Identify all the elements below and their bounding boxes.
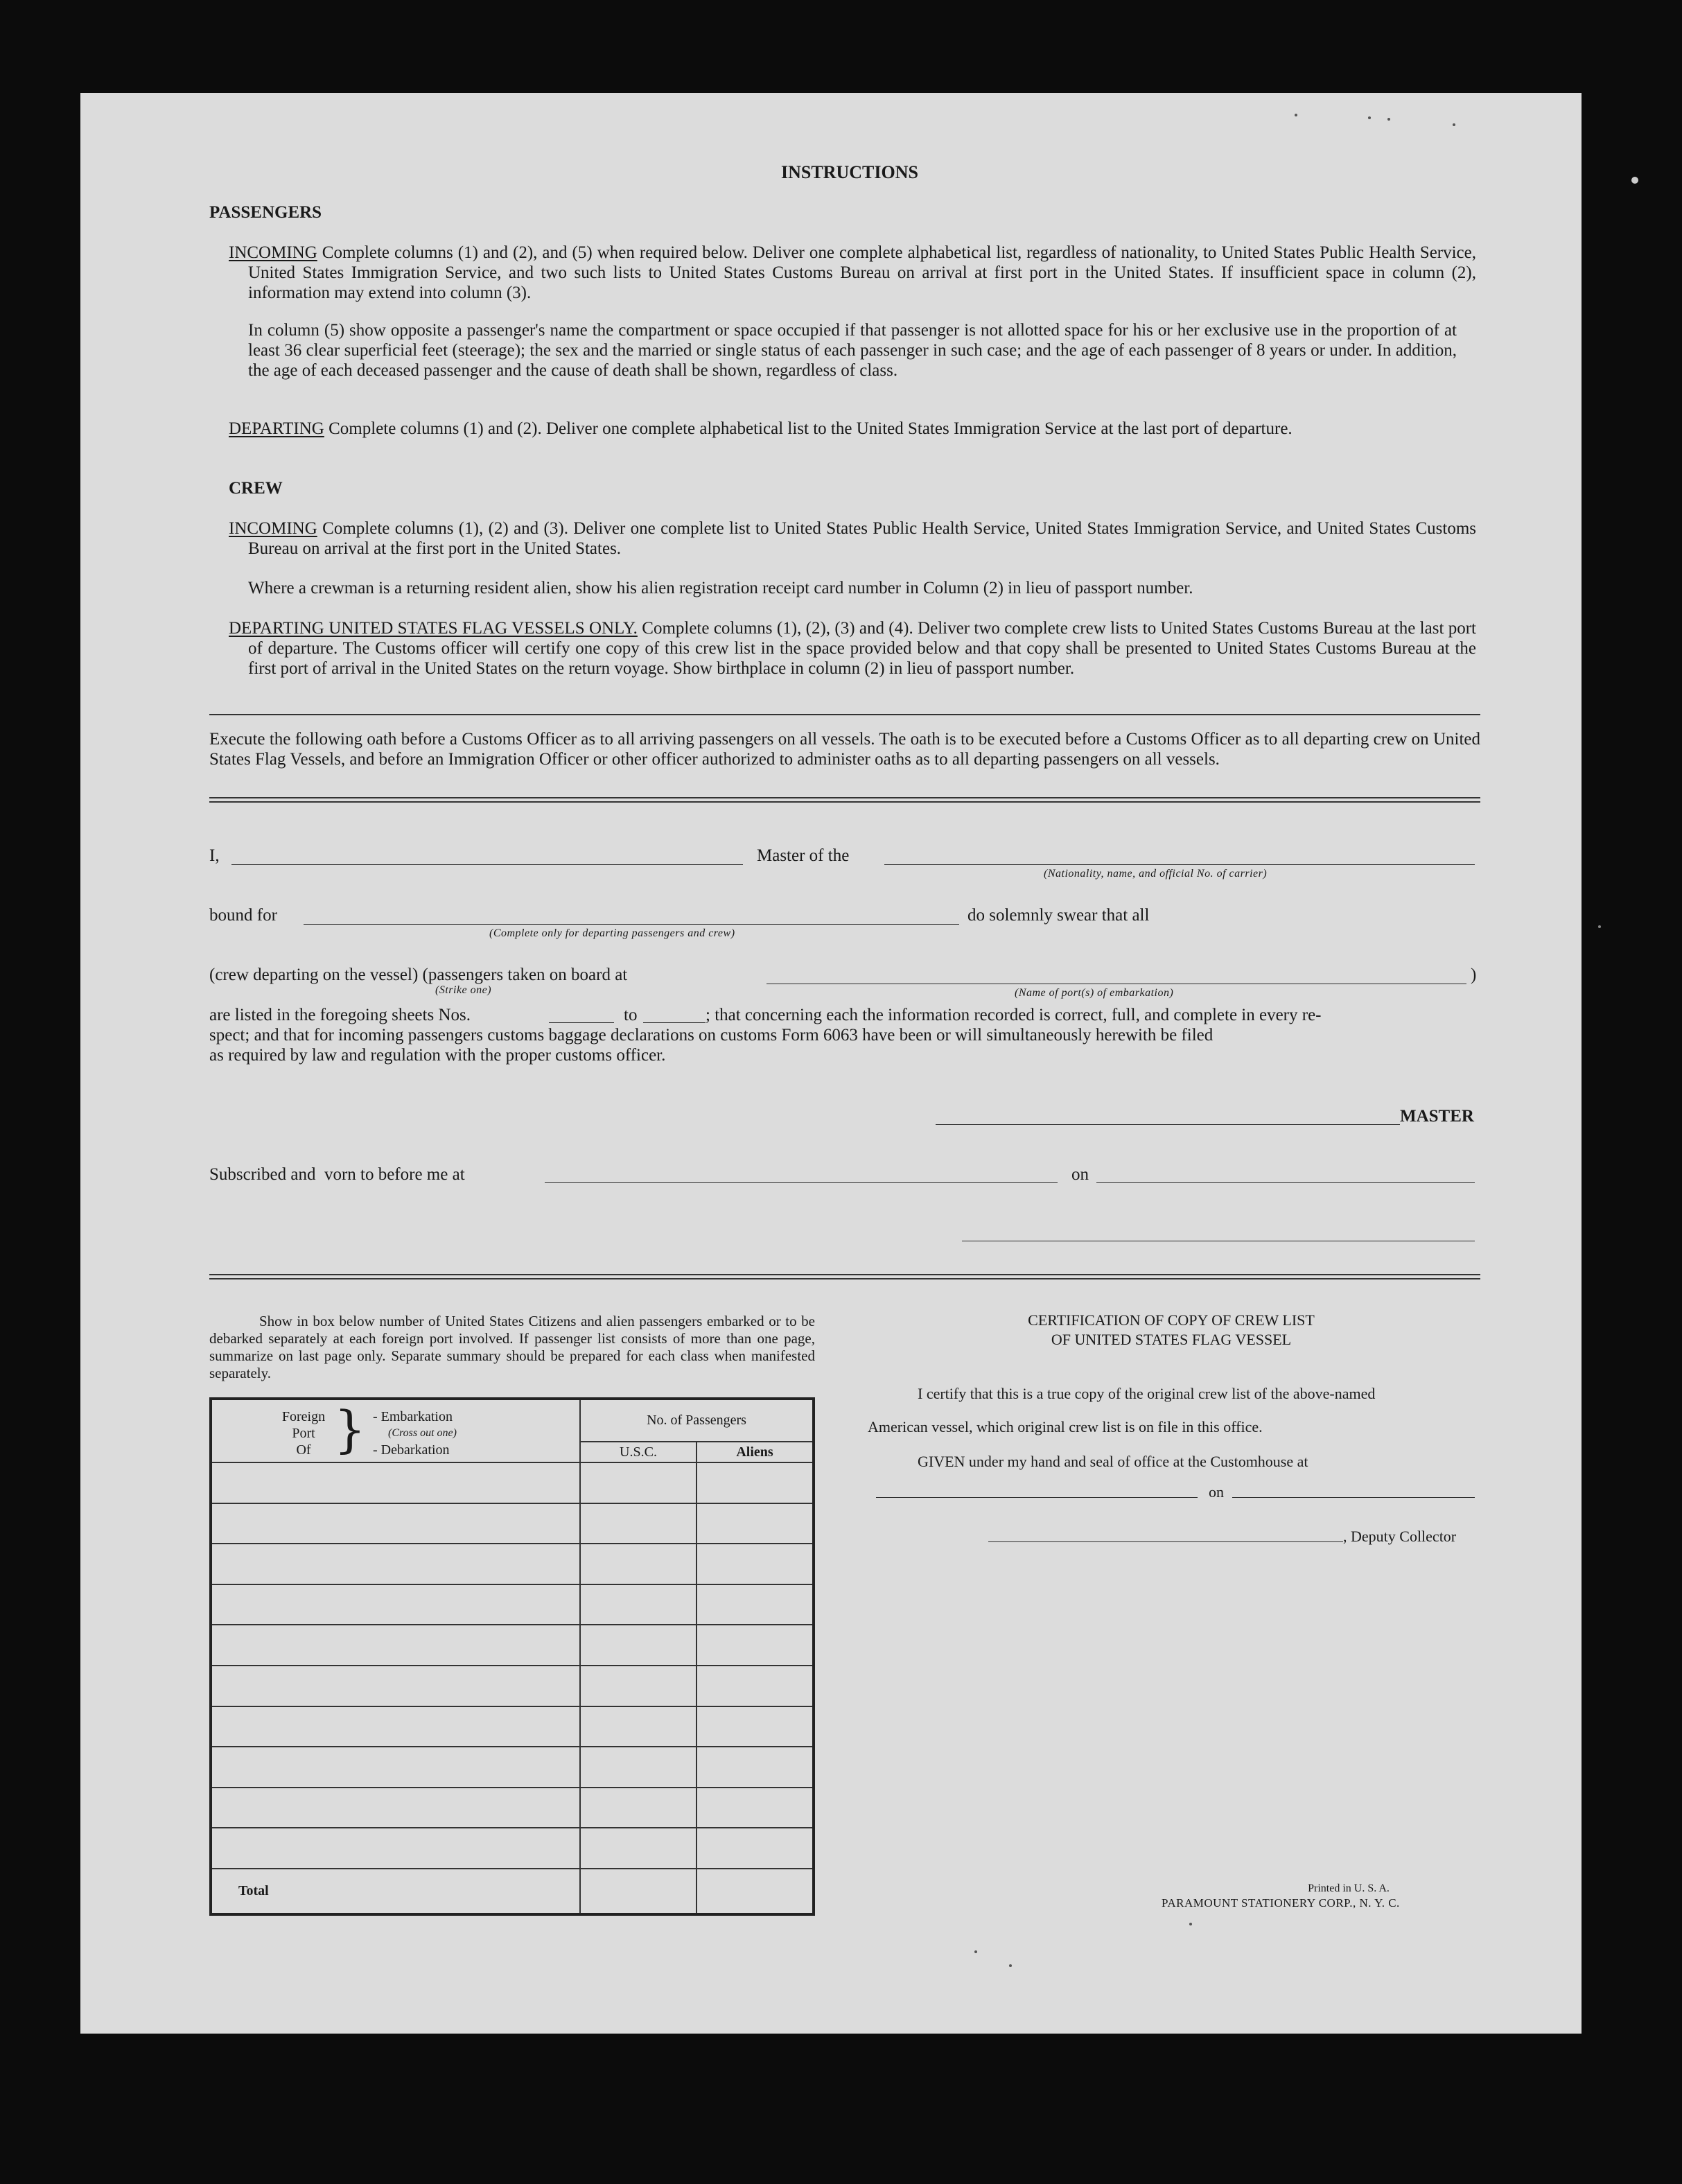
usc-cell[interactable] — [580, 1503, 697, 1544]
of-label: Of — [296, 1442, 311, 1458]
speck — [1368, 116, 1371, 119]
speck — [1387, 118, 1390, 121]
table-row — [211, 1503, 814, 1544]
certification-title-1: CERTIFICATION OF COPY OF CREW LIST — [1028, 1311, 1315, 1329]
oath-intro-paragraph: Execute the following oath before a Customs Officer as to all arriving passengers on all vessels. The oath is to be executed before a Customs Officer as to all departing crew on United States Flag Vessels, and before an Immigration Officer or other officer authorized to administer oaths as to all departing passengers on all vessels. — [209, 730, 1480, 769]
speck — [1295, 114, 1297, 116]
crew-departing-paragraph — [229, 618, 1476, 679]
port-cell[interactable] — [211, 1706, 580, 1747]
usc-cell[interactable] — [580, 1706, 697, 1747]
usc-cell[interactable] — [580, 1544, 697, 1584]
passengers-incoming-label: INCOMING — [229, 243, 317, 262]
table-row — [211, 1828, 814, 1869]
passengers-incoming-paragraph — [229, 243, 1476, 303]
passengers-departing-paragraph — [229, 419, 1476, 439]
port-cell[interactable] — [211, 1462, 580, 1503]
table-row — [211, 1462, 814, 1503]
bound-for-caption: (Complete only for departing passengers and crew) — [489, 927, 735, 939]
crew-heading: CREW — [229, 479, 283, 498]
port-cell[interactable] — [211, 1625, 580, 1666]
subscribed-label: Subscribed and vorn to before me at — [209, 1165, 465, 1184]
oath-i-label: I, — [209, 846, 220, 865]
certification-date-field[interactable] — [1232, 1497, 1475, 1498]
usc-cell[interactable] — [580, 1828, 697, 1869]
speck — [1631, 177, 1638, 184]
divider — [209, 1274, 1480, 1275]
certification-line-1: I certify that this is a true copy of the original crew list of the above-named — [918, 1385, 1376, 1402]
crew-resident-paragraph: Where a crewman is a returning resident alien, show his alien registration receipt card number in Column (2) in lieu of passport number. — [248, 579, 1193, 597]
speck — [1598, 925, 1601, 928]
aliens-cell[interactable] — [697, 1462, 814, 1503]
divider — [209, 1278, 1480, 1279]
table-row — [211, 1584, 814, 1625]
sworn-on-label: on — [1071, 1165, 1089, 1184]
usc-cell[interactable] — [580, 1584, 697, 1625]
port-cell[interactable] — [211, 1544, 580, 1584]
usc-cell[interactable] — [580, 1625, 697, 1666]
ports-caption: (Name of port(s) of embarkation) — [1015, 987, 1174, 999]
certification-line-2: American vessel, which original crew list is on file in this office. — [868, 1418, 1263, 1435]
speck — [1189, 1923, 1192, 1925]
usc-cell[interactable] — [580, 1462, 697, 1503]
passengers-departing-text: Complete columns (1) and (2). Deliver one complete alphabetical list to the United States Immigration Service at the last port of departure. — [328, 419, 1293, 438]
close-paren: ) — [1471, 966, 1477, 984]
divider — [209, 801, 1480, 803]
speck — [1453, 123, 1455, 126]
divider — [209, 797, 1480, 798]
crew-departing-text: Complete columns (1), (2), (3) and (4). Deliver two complete crew lists to United States Customs Bureau at the last port of departure. The Customs officer will certify one copy of this crew list in the space provided below and that copy shall be presented to United States Customs Bureau at the first port of arrival in the United States on the return voyage. Show birthplace in column (2) in lieu of passport number. — [248, 619, 1477, 678]
embarkation-label: - Embarkation — [373, 1409, 453, 1424]
table-row — [211, 1747, 814, 1788]
port-cell[interactable] — [211, 1666, 580, 1706]
passengers-heading: PASSENGERS — [209, 203, 322, 222]
strike-one-caption: (Strike one) — [435, 984, 492, 996]
form-page — [80, 93, 1582, 2034]
aliens-cell[interactable] — [697, 1828, 814, 1869]
usc-cell[interactable] — [580, 1747, 697, 1788]
aliens-cell[interactable] — [697, 1503, 814, 1544]
foreign-label: Foreign — [281, 1409, 326, 1424]
brace-icon: } — [334, 1400, 366, 1458]
speck — [974, 1950, 977, 1953]
summary-instructions: Show in box below number of United States Citizens and alien passengers embarked or to be debarked separately at each foreign port involved. If passenger list consists of more than one page, summarize on last page only. Separate summary should be prepared for each class when manifested separately. — [209, 1313, 815, 1381]
table-row — [211, 1625, 814, 1666]
master-label: MASTER — [1400, 1107, 1474, 1126]
master-of-the-label: Master of the — [757, 846, 850, 865]
bound-for-field[interactable] — [304, 924, 959, 925]
no-passengers-header: No. of Passengers — [580, 1399, 814, 1442]
speck — [1009, 1964, 1012, 1967]
sworn-at-field[interactable] — [545, 1182, 1058, 1183]
sheet-from-field[interactable] — [549, 1022, 614, 1023]
printer-line-1: Printed in U. S. A. — [1308, 1882, 1390, 1894]
total-aliens-cell[interactable] — [697, 1869, 814, 1914]
cross-out-label: (Cross out one) — [388, 1427, 457, 1439]
aliens-cell[interactable] — [697, 1544, 814, 1584]
port-label: Port — [292, 1426, 315, 1441]
passengers-incoming-text: Complete columns (1) and (2), and (5) when required below. Deliver one complete alphabetical list, regardless of nationality, to United States Public Health Service, United States Immigration Service, and two such lists to United States Customs Bureau on arrival at first port in the United States. If insufficient space in column (2), information may extend into column (3). — [248, 243, 1477, 302]
listed-to-label: to — [624, 1006, 638, 1024]
foreign-port-header — [211, 1399, 580, 1462]
crew-departing-label: DEPARTING UNITED STATES FLAG VESSELS ONLY. — [229, 619, 638, 638]
table-row — [211, 1706, 814, 1747]
crew-incoming-paragraph — [229, 518, 1476, 559]
total-row — [211, 1869, 814, 1914]
listed-text: ; that concerning each the information recorded is correct, full, and complete in every re- — [706, 1006, 1322, 1024]
aliens-cell[interactable] — [697, 1625, 814, 1666]
deputy-collector-signature-field[interactable] — [988, 1541, 1343, 1542]
aliens-cell[interactable] — [697, 1584, 814, 1625]
table-row — [211, 1788, 814, 1828]
table-row — [211, 1666, 814, 1706]
sworn-date-field[interactable] — [1096, 1182, 1475, 1183]
usc-header: U.S.C. — [580, 1442, 697, 1462]
total-usc-cell[interactable] — [580, 1869, 697, 1914]
deputy-collector-label: , Deputy Collector — [1343, 1528, 1457, 1545]
port-cell[interactable] — [211, 1747, 580, 1788]
usc-cell[interactable] — [580, 1788, 697, 1828]
divider — [209, 714, 1480, 715]
table-row — [211, 1544, 814, 1584]
page-title: INSTRUCTIONS — [781, 162, 918, 182]
listed-text: spect; and that for incoming passengers customs baggage declarations on customs Form 6063 have been or will simultaneously herewith be filed — [209, 1026, 1214, 1045]
bound-for-label: bound for — [209, 906, 277, 925]
aliens-cell[interactable] — [697, 1747, 814, 1788]
debarkation-label: - Debarkation — [373, 1442, 450, 1458]
crew-passengers-label: (crew departing on the vessel) (passengers taken on board at — [209, 966, 628, 984]
port-cell[interactable] — [211, 1584, 580, 1625]
master-signature-field[interactable] — [936, 1124, 1400, 1125]
port-cell[interactable] — [211, 1828, 580, 1869]
crew-incoming-text: Complete columns (1), (2) and (3). Deliver one complete list to United States Public Health Service, United States Immigration Service, and United States Customs Bureau on arrival at the first port in the United States. — [248, 519, 1477, 558]
printer-line-2: PARAMOUNT STATIONERY CORP., N. Y. C. — [1162, 1896, 1400, 1910]
aliens-header: Aliens — [697, 1442, 814, 1462]
port-cell[interactable] — [211, 1788, 580, 1828]
aliens-cell[interactable] — [697, 1666, 814, 1706]
passengers-departing-label: DEPARTING — [229, 419, 324, 438]
carrier-caption: (Nationality, name, and official No. of carrier) — [1044, 868, 1268, 880]
aliens-cell[interactable] — [697, 1706, 814, 1747]
certification-title-2: OF UNITED STATES FLAG VESSEL — [1051, 1331, 1292, 1348]
passenger-summary-table — [209, 1397, 815, 1916]
listed-label: are listed in the foregoing sheets Nos. — [209, 1006, 471, 1024]
master-name-field[interactable] — [231, 864, 743, 865]
port-cell[interactable] — [211, 1503, 580, 1544]
passengers-column5-paragraph: In column (5) show opposite a passenger's name the compartment or space occupied if that passenger is not allotted space for his or her exclusive use in the proportion of at least 36 clear superficial feet (steerage); the sex and the married or single status of each passenger in such case; and the age of each passenger of 8 years or under. In addition, the age of each deceased passenger and the cause of death shall be shown, regardless of class. — [248, 321, 1457, 380]
sheet-to-field[interactable] — [643, 1022, 706, 1023]
certification-line-3: GIVEN under my hand and seal of office at the Customhouse at — [918, 1453, 1308, 1470]
aliens-cell[interactable] — [697, 1788, 814, 1828]
listed-text: as required by law and regulation with the proper customs officer. — [209, 1046, 666, 1065]
carrier-field[interactable] — [884, 864, 1475, 865]
usc-cell[interactable] — [580, 1666, 697, 1706]
total-label: Total — [211, 1869, 580, 1914]
swear-label: do solemnly swear that all — [967, 906, 1150, 925]
customhouse-field[interactable] — [876, 1497, 1198, 1498]
crew-incoming-label: INCOMING — [229, 519, 317, 538]
certification-on-label: on — [1209, 1483, 1224, 1501]
